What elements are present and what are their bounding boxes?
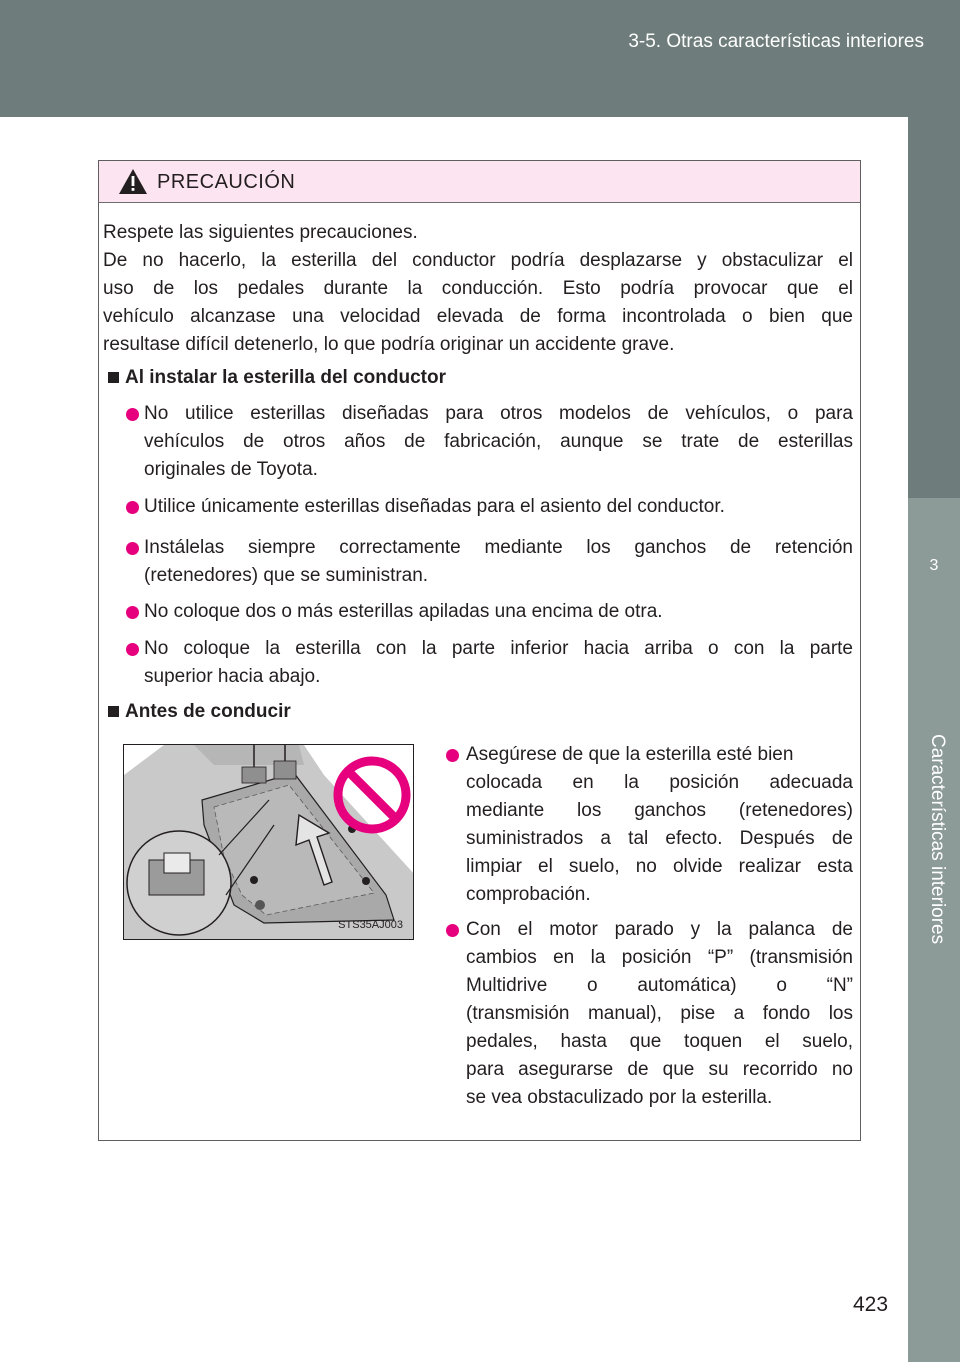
figure-code: STS35AJ003 — [338, 919, 403, 931]
caution-title: PRECAUCIÓN — [157, 171, 296, 193]
item-5-line-2: superior hacia abajo. — [144, 666, 321, 687]
item-2-line-1: Utilice únicamente esterillas diseñadas para el asiento del conductor. — [144, 496, 725, 517]
caution-header — [99, 161, 860, 203]
intro-line-4: vehículo alcanzase una velocidad elevada de forma incontrolada o bien que — [103, 306, 853, 327]
prohibition-icon — [338, 761, 406, 829]
item-4-line-1: No coloque dos o más esterillas apiladas una encima de otra. — [144, 601, 663, 622]
before-item-2-line-1: Con el motor parado y la palanca de — [466, 919, 853, 940]
floor-mat-illustration — [123, 744, 414, 940]
bullet-dot-icon — [446, 749, 459, 762]
intro-line-3: uso de los pedales durante la conducción. Esto podría provocar que el — [103, 278, 853, 299]
before-item-1-line-1: Asegúrese de que la esterilla esté bien — [466, 744, 794, 765]
before-item-2-line-2: cambios en la posición “P” (transmisión — [466, 947, 853, 968]
before-item-1-line-5: limpiar el suelo, no olvide realizar esta — [466, 856, 853, 877]
before-item-1-line-6: comprobación. — [466, 884, 591, 905]
floor-mat-drawing — [124, 745, 414, 940]
item-3-line-2: (retenedores) que se suministran. — [144, 565, 429, 586]
chapter-tab-upper — [908, 117, 960, 498]
before-item-1-line-3: mediante los ganchos (retenedores) — [466, 800, 853, 821]
section-title: 3-5. Otras características interiores — [628, 31, 924, 52]
page-number: 423 — [853, 1293, 889, 1316]
before-item-2-line-4: (transmisión manual), pise a fondo los — [466, 1003, 853, 1024]
chapter-number: 3 — [929, 557, 939, 574]
item-1-line-1: No utilice esterillas diseñadas para otros modelos de vehículos, o para — [144, 403, 853, 424]
chapter-label: Características interiores — [927, 734, 948, 945]
chapter-tab — [908, 117, 960, 1362]
bullet-dot-icon — [446, 924, 459, 937]
bullet-dot-icon — [126, 643, 139, 656]
bullet-dot-icon — [126, 501, 139, 514]
item-3-line-1: Instálelas siempre correctamente mediante los ganchos de retención — [144, 537, 853, 558]
heading-square-icon — [108, 372, 119, 383]
bullet-dot-icon — [126, 408, 139, 421]
item-5-line-1: No coloque la esterilla con la parte inferior hacia arriba o con la parte — [144, 638, 853, 659]
bullet-dot-icon — [126, 542, 139, 555]
before-item-1-line-4: suministrados a tal efecto. Después de — [466, 828, 853, 849]
warning-triangle-icon — [118, 168, 148, 195]
before-item-2-line-7: se vea obstaculizado por la esterilla. — [466, 1087, 773, 1108]
before-item-2-line-6: para asegurarse de que su recorrido no — [466, 1059, 853, 1080]
intro-line-2: De no hacerlo, la esterilla del conductor podría desplazarse y obstaculizar el — [103, 250, 853, 271]
before-item-2-line-5: pedales, hasta que toquen el suelo, — [466, 1031, 853, 1052]
before-item-1-line-2: colocada en la posición adecuada — [466, 772, 853, 793]
bullet-dot-icon — [126, 606, 139, 619]
item-1-line-2: vehículos de otros años de fabricación, aunque se trate de esterillas — [144, 431, 853, 452]
before-item-2-line-3: Multidrive o automática) o “N” — [466, 975, 853, 996]
heading-square-icon — [108, 706, 119, 717]
intro-line-1: Respete las siguientes precauciones. — [103, 222, 418, 243]
item-1-line-3: originales de Toyota. — [144, 459, 318, 480]
section-heading-before-driving: Antes de conducir — [125, 701, 291, 722]
section-heading-install: Al instalar la esterilla del conductor — [125, 367, 446, 388]
intro-line-5: resultase difícil detenerlo, lo que podría originar un accidente grave. — [103, 334, 675, 355]
page-header — [0, 0, 960, 117]
